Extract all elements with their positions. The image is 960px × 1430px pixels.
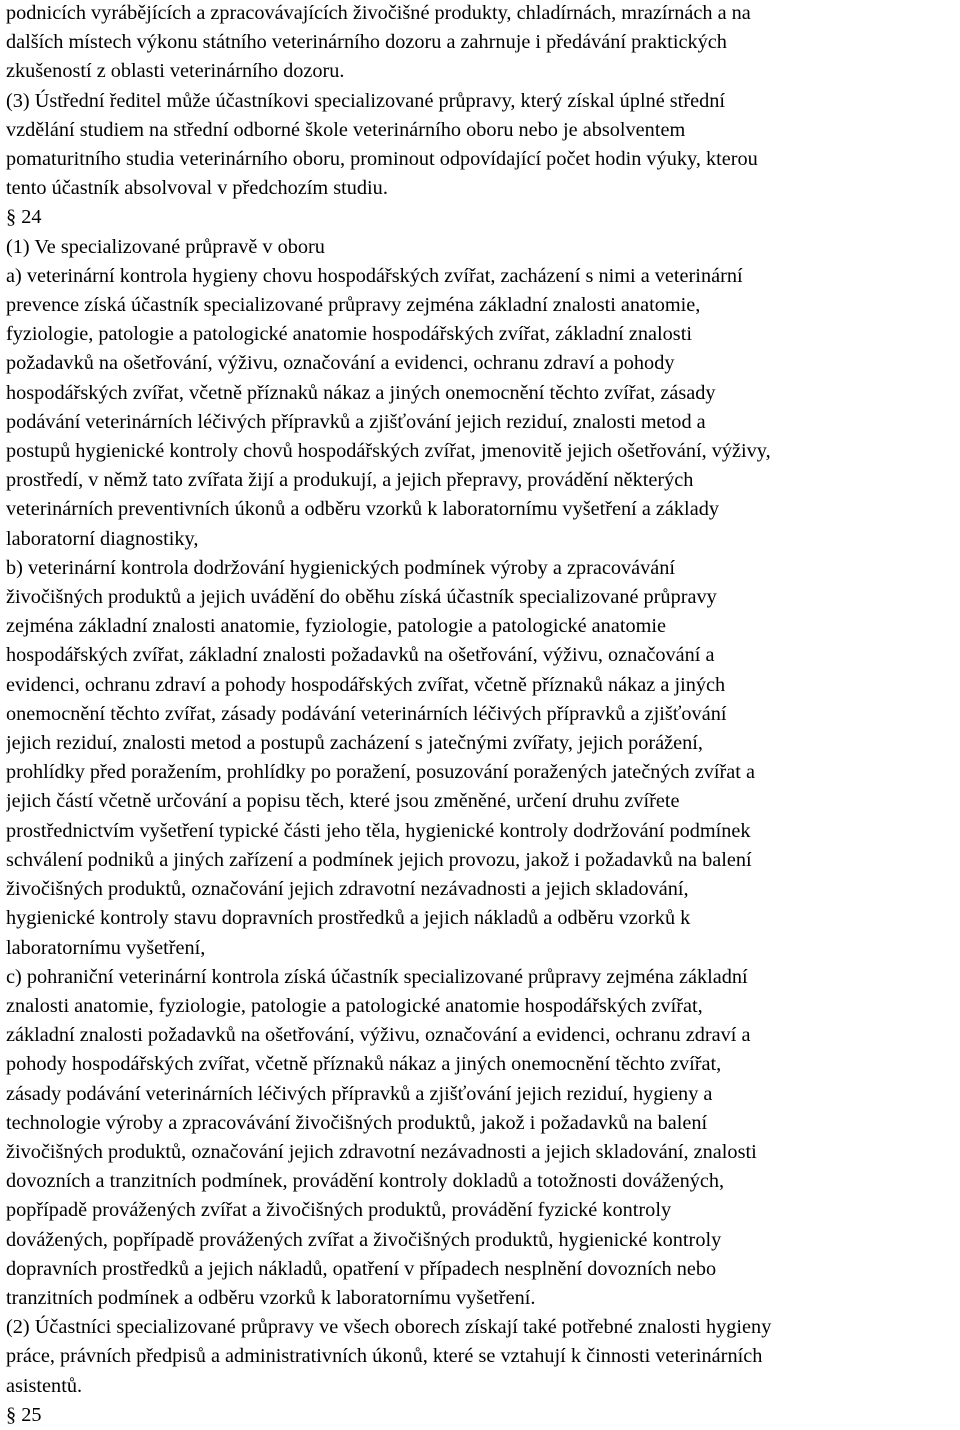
text-line: živočišných produktů a jejich uvádění do oběhu získá účastník specializované průpravy [6, 586, 717, 609]
text-line: prostředí, v němž tato zvířata žijí a produkují, a jejich přepravy, provádění některých [6, 469, 694, 492]
text-line: prevence získá účastník specializované průpravy zejména základní znalosti anatomie, [6, 294, 701, 317]
text-line: evidenci, ochranu zdraví a pohody hospodářských zvířat, včetně příznaků nákaz a jiných [6, 673, 726, 696]
section-heading-24: § 24 [6, 206, 42, 229]
item-a-line: a) veterinární kontrola hygieny chovu hospodářských zvířat, zacházení s nimi a veterinární [6, 264, 743, 287]
text-line: tento účastník absolvoval v předchozím studiu. [6, 177, 388, 200]
text-line: fyziologie, patologie a patologické anatomie hospodářských zvířat, základní znalosti [6, 323, 692, 346]
text-line: popřípadě provážených zvířat a živočišných produktů, provádění fyzické kontroly [6, 1199, 672, 1222]
text-line: prohlídky před poražením, prohlídky po poražení, posuzování poražených jatečných zvířat a [6, 761, 756, 784]
text-line: práce, právních předpisů a administrativních úkonů, které se vztahují k činnosti veterinárních [6, 1345, 763, 1368]
text-line: pohody hospodářských zvířat, včetně příznaků nákaz a jiných onemocnění těchto zvířat, [6, 1053, 722, 1076]
paragraph-3-line: (3) Ústřední ředitel může účastníkovi specializované průpravy, který získal úplné střední [6, 89, 725, 112]
text-line: podávání veterinárních léčivých přípravků a zjišťování jejich reziduí, znalosti metod a [6, 410, 706, 433]
text-line: hygienické kontroly stavu dopravních prostředků a jejich nákladů a odběru vzorků k [6, 907, 691, 930]
item-b-line: b) veterinární kontrola dodržování hygienických podmínek výroby a zpracovávání [6, 556, 676, 579]
text-line: zkušeností z oblasti veterinárního dozoru. [6, 60, 345, 83]
paragraph-2-line: (2) Účastníci specializované průpravy ve všech oborech získají také potřebné znalosti hygieny [6, 1316, 772, 1339]
text-line: pomaturitního studia veterinárního oboru, prominout odpovídající počet hodin výuky, kterou [6, 148, 758, 171]
text-line: živočišných produktů, označování jejich zdravotní nezávadnosti a jejich skladování, znalosti [6, 1140, 757, 1163]
text-line: prostřednictvím vyšetření typické části jeho těla, hygienické kontroly dodržování podmínek [6, 819, 751, 842]
paragraph-1-line: (1) Ve specializované průpravě v oboru [6, 235, 325, 258]
text-line: dovozních a tranzitních podmínek, provádění kontroly dokladů a totožnosti dovážených, [6, 1170, 725, 1193]
text-line: postupů hygienické kontroly chovů hospodářských zvířat, jmenovitě jejich ošetřování, výživy, [6, 440, 771, 463]
text-line: dalších místech výkonu státního veterinárního dozoru a zahrnuje i předávání praktických [6, 31, 727, 54]
text-line: jejich reziduí, znalosti metod a postupů zacházení s jatečnými zvířaty, jejich porážení, [6, 732, 703, 755]
text-line: živočišných produktů, označování jejich zdravotní nezávadnosti a jejich skladování, [6, 878, 689, 901]
text-line: vzdělání studiem na střední odborné škole veterinárního oboru nebo je absolventem [6, 118, 686, 141]
text-line: požadavků na ošetřování, výživu, označování a evidenci, ochranu zdraví a pohody [6, 352, 675, 375]
text-line: laboratornímu vyšetření, [6, 936, 206, 959]
item-c-line: c) pohraniční veterinární kontrola získá účastník specializované průpravy zejména základní [6, 965, 748, 988]
section-heading-25: § 25 [6, 1403, 42, 1426]
text-line: technologie výroby a zpracovávání živočišných produktů, jakož i požadavků na balení [6, 1111, 708, 1134]
text-line: podnicích vyrábějících a zpracovávajících živočišné produkty, chladírnách, mrazírnách a na [6, 2, 751, 24]
text-line: asistentů. [6, 1374, 83, 1397]
text-line: tranzitních podmínek a odběru vzorků k laboratornímu vyšetření. [6, 1286, 536, 1309]
text-line: schválení podniků a jiných zařízení a podmínek jejich provozu, jakož i požadavků na balení [6, 848, 752, 871]
text-line: hospodářských zvířat, základní znalosti požadavků na ošetřování, výživu, označování a [6, 644, 715, 667]
text-line: základní znalosti požadavků na ošetřování, výživu, označování a evidenci, ochranu zdraví a [6, 1024, 751, 1047]
text-line: zejména základní znalosti anatomie, fyziologie, patologie a patologické anatomie [6, 615, 667, 638]
text-line: dovážených, popřípadě provážených zvířat a živočišných produktů, hygienické kontroly [6, 1228, 722, 1251]
text-line: veterinárních preventivních úkonů a odběru vzorků k laboratornímu vyšetření a základy [6, 498, 719, 521]
text-line: dopravních prostředků a jejich nákladů, opatření v případech nesplnění dovozních nebo [6, 1257, 717, 1280]
text-line: jejich částí včetně určování a popisu těch, které jsou změněné, určení druhu zvířete [6, 790, 680, 813]
text-line: znalosti anatomie, fyziologie, patologie a patologické anatomie hospodářských zvířat, [6, 994, 703, 1017]
text-line: hospodářských zvířat, včetně příznaků nákaz a jiných onemocnění těchto zvířat, zásady [6, 381, 716, 404]
text-line: laboratorní diagnostiky, [6, 527, 199, 550]
text-line: zásady podávání veterinárních léčivých přípravků a zjišťování jejich reziduí, hygieny a [6, 1082, 713, 1105]
text-line: onemocnění těchto zvířat, zásady podávání veterinárních léčivých přípravků a zjišťování [6, 702, 727, 725]
